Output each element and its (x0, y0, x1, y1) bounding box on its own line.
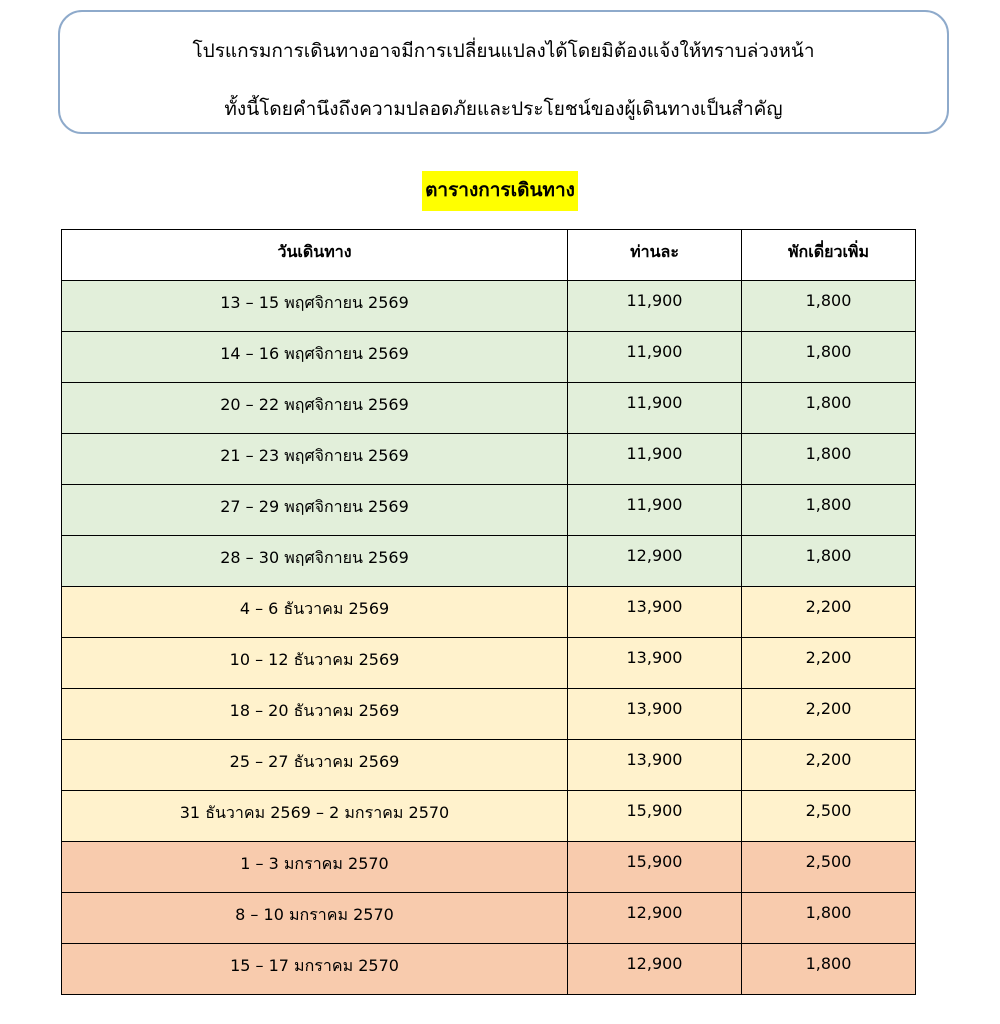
single-supplement-cell (742, 638, 916, 689)
header-date (62, 230, 568, 281)
date-cell-text: 4 – 6 ธันวาคม 2569 (239, 599, 390, 618)
schedule-body (62, 281, 916, 995)
price-cell-text: 11,900 (626, 393, 683, 412)
table-row (62, 842, 916, 893)
single-supplement-cell-text: 1,800 (805, 291, 852, 310)
date-cell (62, 893, 568, 944)
date-cell-text: 14 – 16 พฤศจิกายน 2569 (220, 344, 409, 363)
table-row (62, 434, 916, 485)
date-cell (62, 587, 568, 638)
notice-line-2: ทั้งนี้โดยคำนึงถึงความปลอดภัยและประโยชน์ของผู้เดินทางเป็นสำคัญ (224, 98, 783, 120)
single-supplement-cell (742, 434, 916, 485)
date-cell (62, 842, 568, 893)
date-cell (62, 536, 568, 587)
header-date-label: วันเดินทาง (277, 242, 352, 261)
price-cell (568, 332, 742, 383)
header-price (568, 230, 742, 281)
single-supplement-cell-text: 1,800 (805, 393, 852, 412)
price-cell (568, 740, 742, 791)
date-cell (62, 638, 568, 689)
single-supplement-cell (742, 587, 916, 638)
price-cell-text: 13,900 (626, 648, 683, 667)
date-cell (62, 383, 568, 434)
single-supplement-cell-text: 2,200 (805, 699, 852, 718)
price-cell (568, 842, 742, 893)
single-supplement-cell-text: 1,800 (805, 903, 852, 922)
price-cell (568, 791, 742, 842)
price-cell (568, 434, 742, 485)
single-supplement-cell (742, 689, 916, 740)
header-single-label: พักเดี่ยวเพิ่ม (787, 242, 869, 261)
table-title-container (0, 171, 1000, 211)
price-cell (568, 536, 742, 587)
price-cell (568, 281, 742, 332)
single-supplement-cell-text: 2,200 (805, 750, 852, 769)
single-supplement-cell-text: 2,500 (805, 801, 852, 820)
date-cell-text: 21 – 23 พฤศจิกายน 2569 (220, 446, 409, 465)
table-title: ตารางการเดินทาง (422, 171, 578, 211)
price-cell-text: 15,900 (626, 852, 683, 871)
date-cell-text: 25 – 27 ธันวาคม 2569 (229, 752, 400, 771)
header-price-label: ท่านละ (630, 242, 679, 261)
table-row (62, 536, 916, 587)
date-cell-text: 1 – 3 มกราคม 2570 (240, 854, 389, 873)
price-cell (568, 383, 742, 434)
table-row (62, 638, 916, 689)
price-cell-text: 13,900 (626, 597, 683, 616)
price-cell-text: 11,900 (626, 291, 683, 310)
notice-line-1: โปรแกรมการเดินทางอาจมีการเปลี่ยนแปลงได้โดยมิต้องแจ้งให้ทราบล่วงหน้า (192, 40, 815, 62)
table-row (62, 944, 916, 995)
single-supplement-cell (742, 281, 916, 332)
price-cell-text: 13,900 (626, 699, 683, 718)
price-cell (568, 638, 742, 689)
table-row (62, 791, 916, 842)
table-row (62, 740, 916, 791)
date-cell-text: 20 – 22 พฤศจิกายน 2569 (220, 395, 409, 414)
single-supplement-cell (742, 740, 916, 791)
single-supplement-cell-text: 2,200 (805, 648, 852, 667)
date-cell (62, 689, 568, 740)
table-header-row (62, 230, 916, 281)
date-cell (62, 485, 568, 536)
single-supplement-cell (742, 383, 916, 434)
price-cell (568, 587, 742, 638)
table-row (62, 587, 916, 638)
price-cell-text: 12,900 (626, 954, 683, 973)
single-supplement-cell-text: 1,800 (805, 444, 852, 463)
header-single (742, 230, 916, 281)
single-supplement-cell-text: 2,200 (805, 597, 852, 616)
table-row (62, 485, 916, 536)
date-cell (62, 791, 568, 842)
table-row (62, 893, 916, 944)
date-cell-text: 31 ธันวาคม 2569 – 2 มกราคม 2570 (179, 803, 450, 822)
single-supplement-cell-text: 1,800 (805, 495, 852, 514)
single-supplement-cell (742, 842, 916, 893)
single-supplement-cell (742, 791, 916, 842)
price-cell (568, 689, 742, 740)
price-cell-text: 11,900 (626, 342, 683, 361)
single-supplement-cell (742, 536, 916, 587)
date-cell-text: 15 – 17 มกราคม 2570 (230, 956, 399, 975)
price-cell (568, 893, 742, 944)
date-cell (62, 434, 568, 485)
price-cell (568, 944, 742, 995)
single-supplement-cell (742, 485, 916, 536)
date-cell-text: 18 – 20 ธันวาคม 2569 (229, 701, 400, 720)
date-cell (62, 740, 568, 791)
date-cell-text: 28 – 30 พฤศจิกายน 2569 (220, 548, 409, 567)
single-supplement-cell-text: 1,800 (805, 546, 852, 565)
single-supplement-cell-text: 2,500 (805, 852, 852, 871)
single-supplement-cell-text: 1,800 (805, 342, 852, 361)
price-cell-text: 11,900 (626, 444, 683, 463)
single-supplement-cell (742, 332, 916, 383)
table-row (62, 332, 916, 383)
table-row (62, 689, 916, 740)
date-cell (62, 281, 568, 332)
date-cell (62, 332, 568, 383)
single-supplement-cell (742, 944, 916, 995)
table-row (62, 281, 916, 332)
single-supplement-cell-text: 1,800 (805, 954, 852, 973)
date-cell (62, 944, 568, 995)
table-row (62, 383, 916, 434)
price-cell-text: 12,900 (626, 546, 683, 565)
price-cell-text: 11,900 (626, 495, 683, 514)
date-cell-text: 10 – 12 ธันวาคม 2569 (229, 650, 400, 669)
single-supplement-cell (742, 893, 916, 944)
schedule-table (61, 229, 916, 995)
date-cell-text: 8 – 10 มกราคม 2570 (235, 905, 394, 924)
price-cell (568, 485, 742, 536)
date-cell-text: 13 – 15 พฤศจิกายน 2569 (220, 293, 409, 312)
price-cell-text: 12,900 (626, 903, 683, 922)
notice-box (58, 10, 949, 134)
date-cell-text: 27 – 29 พฤศจิกายน 2569 (220, 497, 409, 516)
price-cell-text: 13,900 (626, 750, 683, 769)
price-cell-text: 15,900 (626, 801, 683, 820)
